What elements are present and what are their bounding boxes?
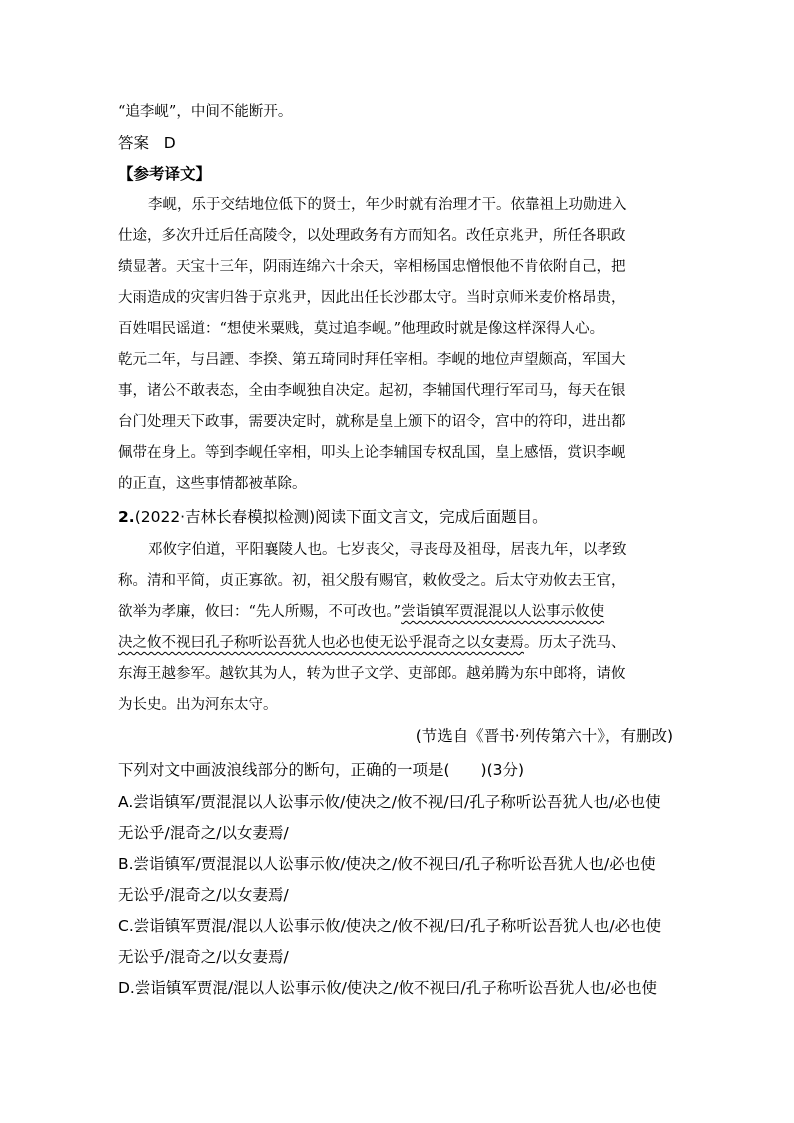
translation-line: 绩显著。天宝十三年，阴雨连绵六十余天，宰相杨国忠憎恨他不肯依附自己，把 xyxy=(118,259,626,275)
translation-line: 李岘，乐于交结地位低下的贤士，年少时就有治理才干。依靠祖上功勋进入 xyxy=(148,197,627,213)
passage-line xyxy=(118,633,626,653)
wavy-underlined-text: 尝诣镇军贾混混以人讼事示攸使 xyxy=(401,604,605,620)
question-source: (2022·吉林长春模拟检测) xyxy=(134,508,316,526)
passage-line: 邓攸字伯道，平阳襄陵人也。七岁丧父，寻丧母及祖母，居丧九年，以孝致 xyxy=(148,542,627,558)
question-prompt: 下列对文中画波浪线部分的断句，正确的一项是( )(3分) xyxy=(118,761,525,779)
option-b[interactable]: B.尝诣镇军/贾混混以人讼事示攸/使决之/攸不视曰/孔子称听讼吾犹人也/必也使 xyxy=(118,855,656,873)
previous-explanation: “追李岘”，中间不能断开。 xyxy=(118,104,293,120)
translation-line: 的正直，这些事情都被革除。 xyxy=(118,476,307,492)
question-header xyxy=(118,507,548,527)
citation: (节选自《晋书·列传第六十》，有删改) xyxy=(415,727,673,745)
passage-line: 东海王越参军。越钦其为人，转为世子文学、吏部郎。越弟腾为东中郎将，请攸 xyxy=(118,666,626,682)
translation-line: 乾元二年，与吕諲、李揆、第五琦同时拜任宰相。李岘的地位声望颇高，军国大 xyxy=(118,352,626,368)
option-c[interactable]: C.尝诣镇军贾混/混以人讼事示攸/使决之/攸不视/曰/孔子称听讼吾犹人也/必也使 xyxy=(118,917,662,935)
passage-line: 称。清和平简，贞正寡欲。初，祖父殷有赐官，敕攸受之。后太守劝攸去王官， xyxy=(118,573,626,589)
question-number: 2. xyxy=(118,508,135,526)
answer-value: D xyxy=(163,134,176,152)
translation-heading: 【参考译文】 xyxy=(118,165,212,183)
option-d[interactable]: D.尝诣镇军贾混/混以人讼事示攸/使决之/攸不视曰/孔子称听讼吾犹人也/必也使 xyxy=(118,979,657,997)
translation-line: 仕途，多次升迁后任高陵令，以处理政务有方而知名。改任京兆尹，所任各职政 xyxy=(118,228,626,244)
question-instruction: 阅读下面文言文，完成后面题目。 xyxy=(315,508,548,526)
option-c-continued: 无讼乎/混奇之/以女妻焉/ xyxy=(118,948,289,966)
passage-line xyxy=(118,602,604,622)
answer-label: 答案 xyxy=(118,134,150,152)
translation-line: 大雨造成的灾害归咎于京兆尹，因此出任长沙郡太守。当时京师米麦价格昂贵， xyxy=(118,290,626,306)
passage-text: 欲举为孝廉，攸曰：“先人所赐，不可改也。” xyxy=(118,604,402,620)
passage-line: 为长史。出为河东太守。 xyxy=(118,697,278,713)
translation-line: 佩带在身上。等到李岘任宰相，叩头上论李辅国专权乱国，皇上感悟，赏识李岘 xyxy=(118,445,626,461)
option-a[interactable]: A.尝诣镇军/贾混混以人讼事示攸/使决之/攸不视/曰/孔子称听讼吾犹人也/必也使 xyxy=(118,793,661,811)
passage-text: 。历太子洗马、 xyxy=(524,635,626,651)
option-a-continued: 无讼乎/混奇之/以女妻焉/ xyxy=(118,824,289,842)
option-b-continued: 无讼乎/混奇之/以女妻焉/ xyxy=(118,886,289,904)
translation-line: 台门处理天下政事，需要决定时，就称是皇上颁下的诏令，宫中的符印，进出都 xyxy=(118,414,626,430)
wavy-underlined-text: 决之攸不视曰孔子称听讼吾犹人也必也使无讼乎混奇之以女妻焉 xyxy=(118,635,524,651)
translation-line: 百姓唱民谣道：“想使米粟贱，莫过追李岘。”他理政时就是像这样深得人心。 xyxy=(118,321,605,337)
answer-line xyxy=(118,133,176,153)
translation-line: 事，诸公不敢表态，全由李岘独自决定。起初，李辅国代理行军司马，每天在银 xyxy=(118,383,626,399)
